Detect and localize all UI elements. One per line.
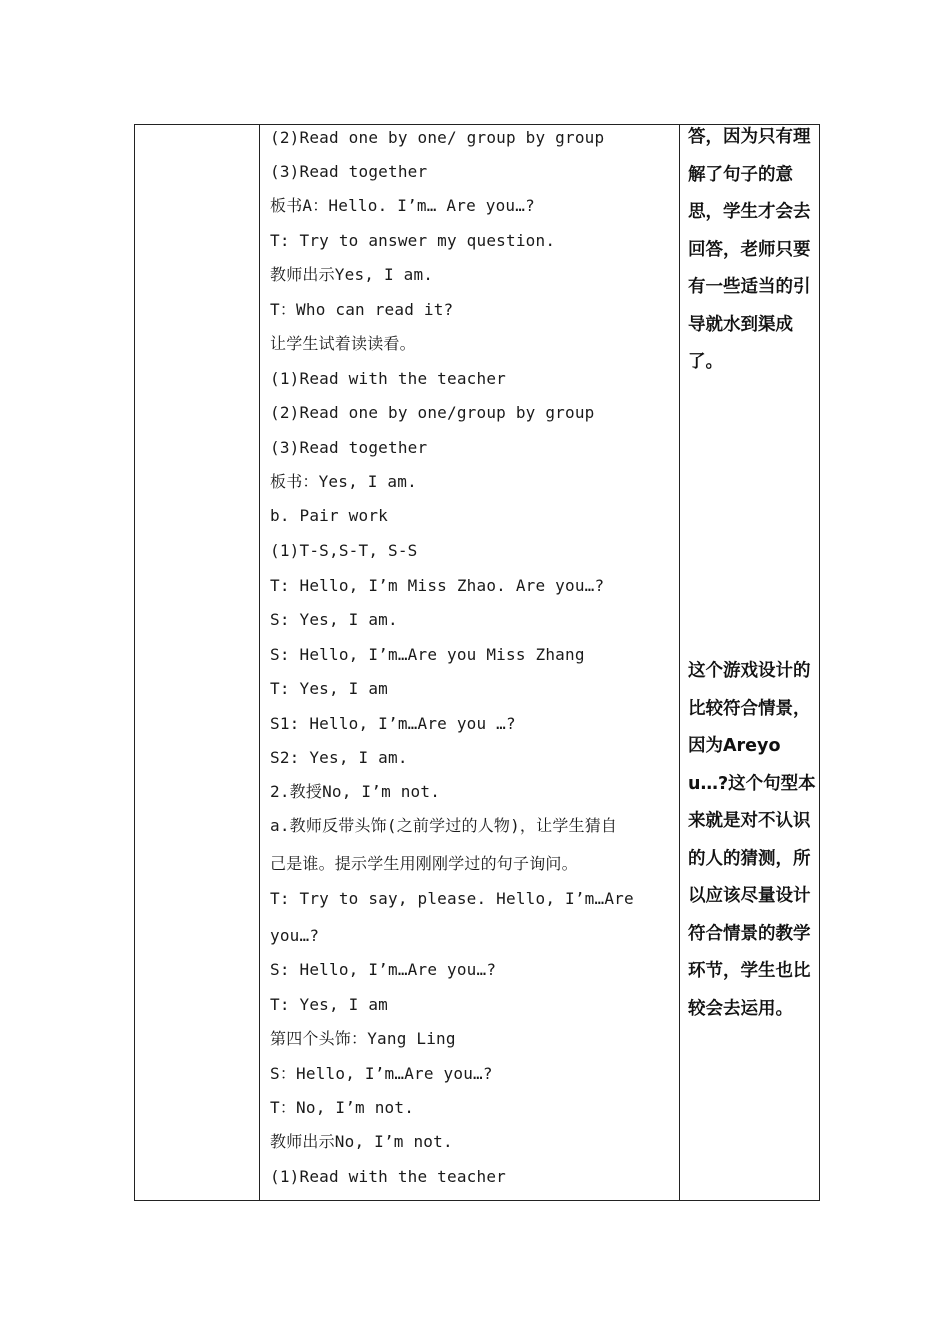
text-line: 2.教授No, I’m not. bbox=[270, 782, 441, 801]
text-line: T: Yes, I am bbox=[270, 679, 388, 698]
text-line: S: Hello, I’m…Are you Miss Zhang bbox=[270, 645, 585, 664]
column-divider-left bbox=[259, 125, 260, 1200]
text-line: you…? bbox=[270, 926, 320, 945]
text-line: S2: Yes, I am. bbox=[270, 748, 408, 767]
teaching-note-top: 答，因为只有理解了句子的意思，学生才会去回答，老师只要有一些适当的引导就水到渠成了。 bbox=[688, 127, 811, 372]
text-line: a.教师反带头饰(之前学过的人物)，让学生猜自 bbox=[270, 816, 618, 835]
text-line: b. Pair work bbox=[270, 506, 388, 525]
text-line: 教师出示No, I’m not. bbox=[270, 1132, 453, 1151]
text-line: T: Try to say, please. Hello, I’m…Are bbox=[270, 889, 634, 908]
text-line: (2)Read one by one/group by group bbox=[270, 403, 595, 422]
text-line: S：Hello, I’m…Are you…? bbox=[270, 1064, 493, 1083]
text-line: T: Yes, I am bbox=[270, 995, 388, 1014]
text-line: T：Who can read it? bbox=[270, 300, 454, 319]
teaching-note-bottom: 这个游戏设计的比较符合情景，因为Areyou…?这个句型本来就是对不认识的人的猜测，所以应该尽量设计符合情景的教学环节，学生也比较会去运用。 bbox=[688, 661, 816, 1019]
text-line: (1)Read with the teacher bbox=[270, 369, 506, 388]
text-line: T：No, I’m not. bbox=[270, 1098, 415, 1117]
column-divider-right bbox=[679, 125, 680, 1200]
text-line: (2)Read one by one/ group by group bbox=[270, 128, 605, 147]
text-line: T: Try to answer my question. bbox=[270, 231, 556, 250]
text-line: T: Hello, I’m Miss Zhao. Are you…? bbox=[270, 576, 605, 595]
text-line: 第四个头饰：Yang Ling bbox=[270, 1029, 456, 1048]
text-line: (1)T-S,S-T, S-S bbox=[270, 541, 418, 560]
text-line: 板书：Yes, I am. bbox=[270, 472, 417, 491]
text-line: 己是谁。提示学生用刚刚学过的句子询问。 bbox=[270, 854, 578, 873]
text-line: (3)Read together bbox=[270, 162, 428, 181]
text-line: S1: Hello, I’m…Are you …? bbox=[270, 714, 516, 733]
text-line: 让学生试着读读看。 bbox=[270, 334, 416, 353]
text-line: 教师出示Yes, I am. bbox=[270, 265, 434, 284]
text-line: (3)Read together bbox=[270, 438, 428, 457]
text-line: (1)Read with the teacher bbox=[270, 1167, 506, 1186]
text-line: S: Yes, I am. bbox=[270, 610, 398, 629]
text-line: S: Hello, I’m…Are you…? bbox=[270, 960, 497, 979]
text-line: 板书A：Hello. I’m… Are you…? bbox=[270, 196, 535, 215]
